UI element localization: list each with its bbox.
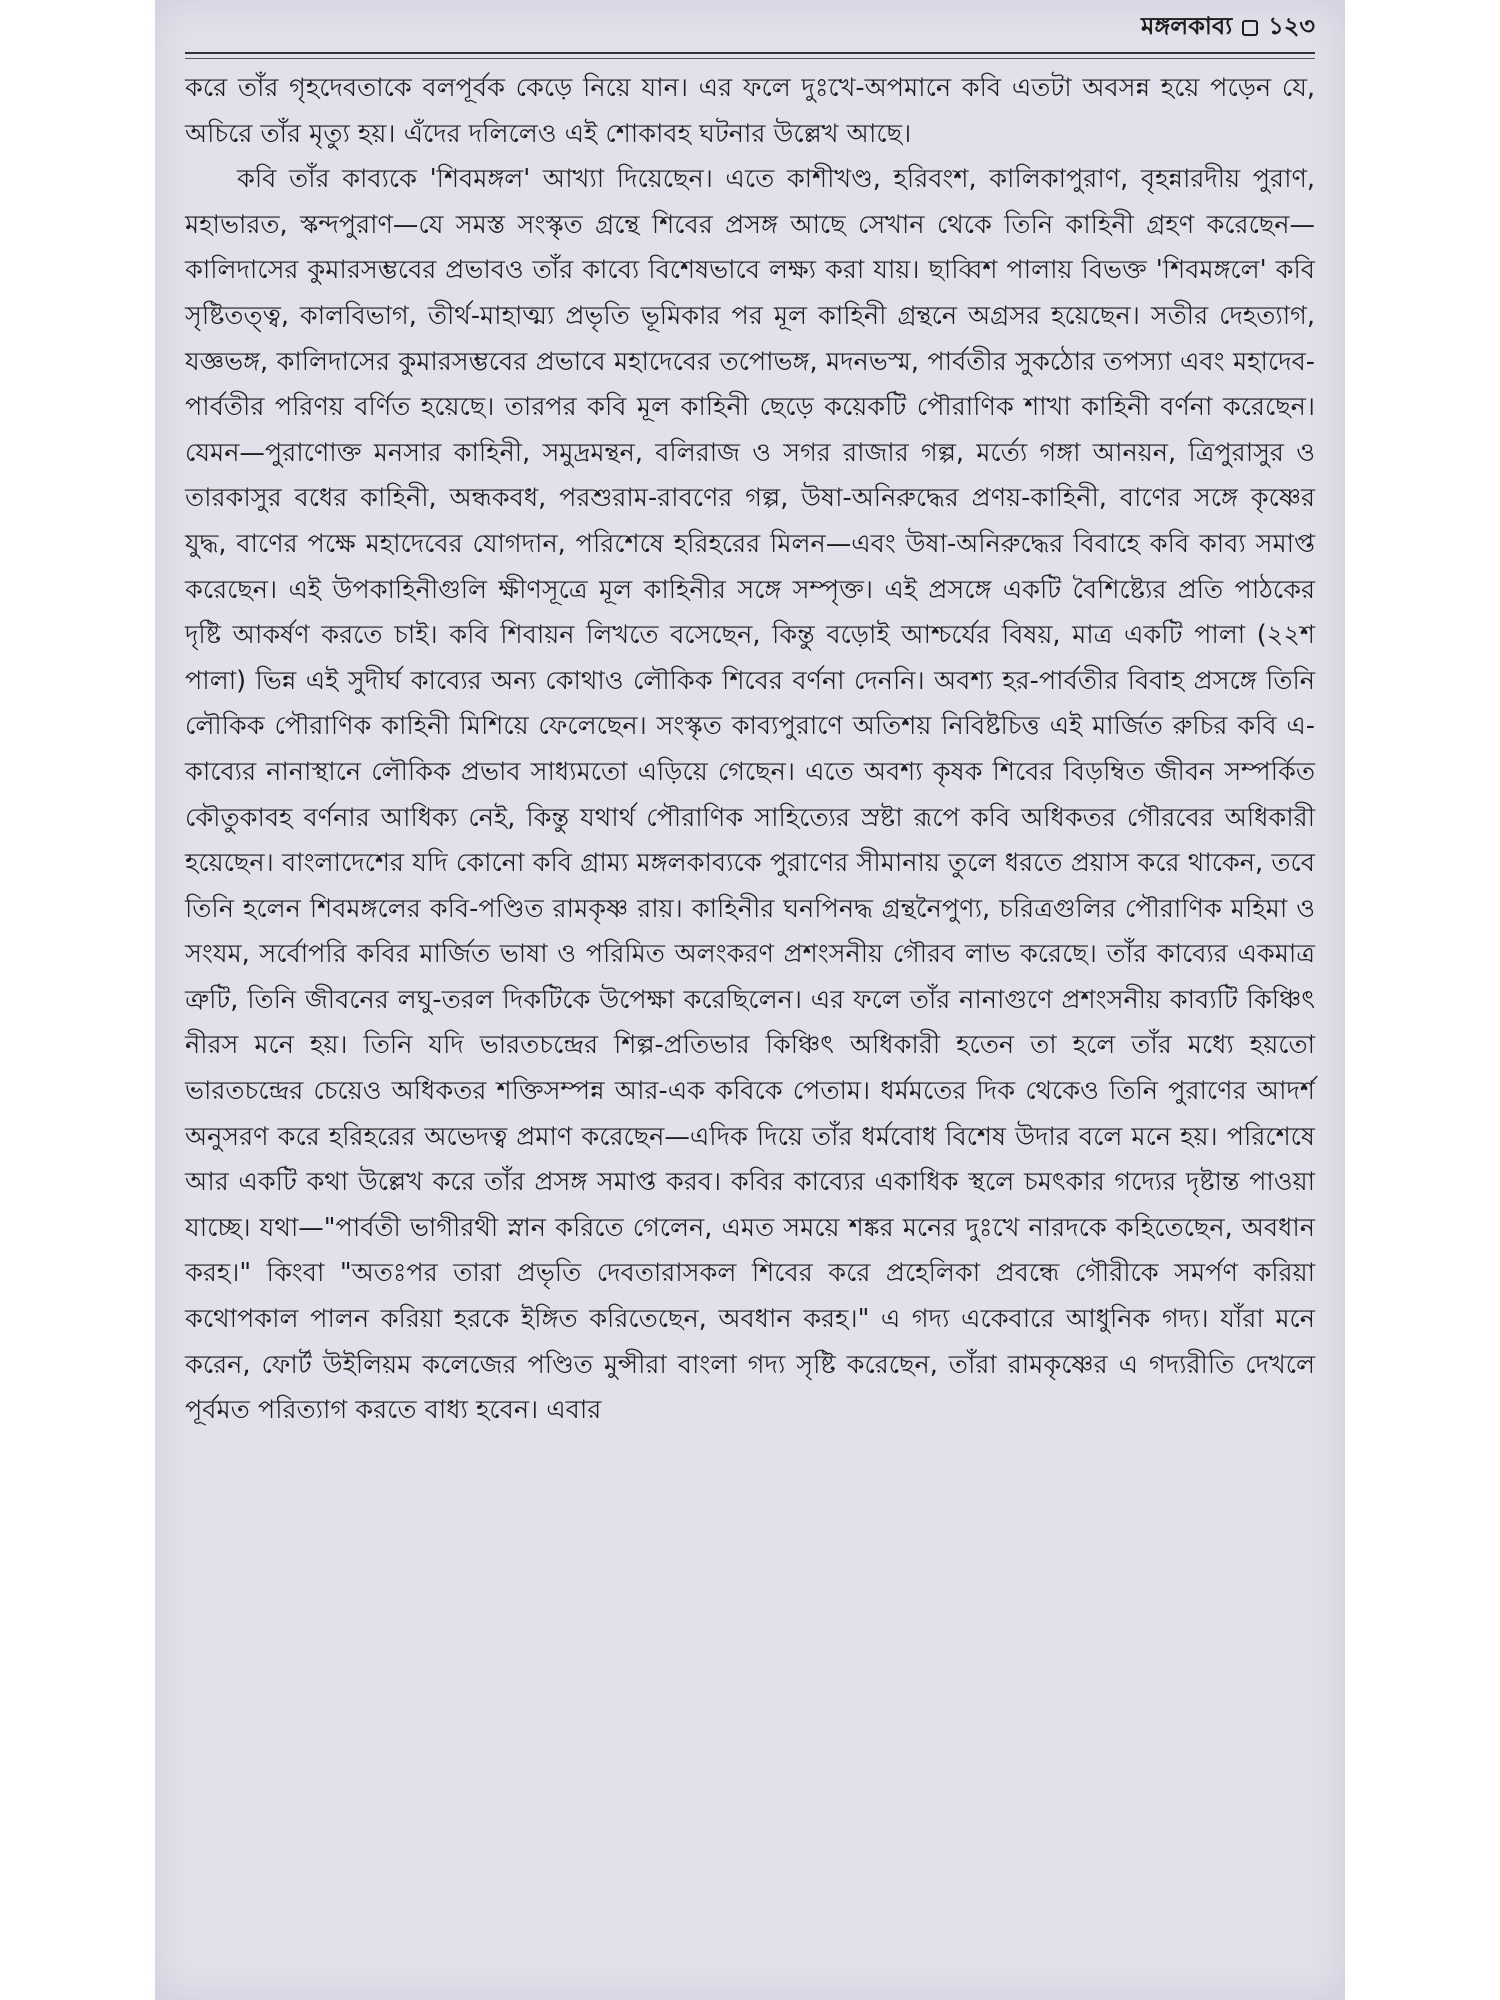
- paragraph-2: কবি তাঁর কাব্যকে 'শিবমঙ্গল' আখ্যা দিয়েছেন। এতে কাশীখণ্ড, হরিবংশ, কালিকাপুরাণ, বৃহন্নারদীয় পুরাণ, মহাভারত, স্কন্দপুরাণ—যে সমস্ত সংস্কৃত গ্রন্থে শিবের প্রসঙ্গ আছে সেখান থেকে তিনি কাহিনী গ্রহণ করেছেন—কালিদাসের কুমারসম্ভবের প্রভাবও তাঁর কাব্যে বিশেষভাবে লক্ষ্য করা যায়। ছাব্বিশ পালায় বিভক্ত 'শিবমঙ্গলে' কবি সৃষ্টিতত্ত্ব, কালবিভাগ, তীর্থ-মাহাত্ম্য প্রভৃতি ভূমিকার পর মূল কাহিনী গ্রন্থনে অগ্রসর হয়েছেন। সতীর দেহত্যাগ, যজ্ঞভঙ্গ, কালিদাসের কুমারসম্ভবের প্রভাবে মহাদেবের তপোভঙ্গ, মদনভস্ম, পার্বতীর সুকঠোর তপস্যা এবং মহাদেব-পার্বতীর পরিণয় বর্ণিত হয়েছে। তারপর কবি মূল কাহিনী ছেড়ে কয়েকটি পৌরাণিক শাখা কাহিনী বর্ণনা করেছেন। যেমন—পুরাণোক্ত মনসার কাহিনী, সমুদ্রমন্থন, বলিরাজ ও সগর রাজার গল্প, মর্ত্যে গঙ্গা আনয়ন, ত্রিপুরাসুর ও তারকাসুর বধের কাহিনী, অন্ধকবধ, পরশুরাম-রাবণের গল্প, উষা-অনিরুদ্ধের প্রণয়-কাহিনী, বাণের সঙ্গে কৃষ্ণের যুদ্ধ, বাণের পক্ষে মহাদেবের যোগদান, পরিশেষে হরিহরের মিলন—এবং উষা-অনিরুদ্ধের বিবাহে কবি কাব্য সমাপ্ত করেছেন। এই উপকাহিনীগুলি ক্ষীণসূত্রে মূল কাহিনীর সঙ্গে সম্পৃক্ত। এই প্রসঙ্গে একটি বৈশিষ্ট্যের প্রতি পাঠকের দৃষ্টি আকর্ষণ করতে চাই। কবি শিবায়ন লিখতে বসেছেন, কিন্তু বড়োই আশ্চর্যের বিষয়, মাত্র একটি পালা (২২শ পালা) ভিন্ন এই সুদীর্ঘ কাব্যের অন্য কোথাও লৌকিক শিবের বর্ণনা দেননি। অবশ্য হর-পার্বতীর বিবাহ প্রসঙ্গে তিনি লৌকিক পৌরাণিক কাহিনী মিশিয়ে ফেলেছেন। সংস্কৃত কাব্যপুরাণে অতিশয় নিবিষ্টচিত্ত এই মার্জিত রুচির কবি এ-কাব্যের নানাস্থানে লৌকিক প্রভাব সাধ্যমতো এড়িয়ে গেছেন। এতে অবশ্য কৃষক শিবের বিড়ম্বিত জীবন সম্পর্কিত কৌতুকাবহ বর্ণনার আধিক্য নেই, কিন্তু যথার্থ পৌরাণিক সাহিত্যের স্রষ্টা রূপে কবি অধিকতর গৌরবের অধিকারী হয়েছেন। বাংলাদেশের যদি কোনো কবি গ্রাম্য মঙ্গলকাব্যকে পুরাণের সীমানায় তুলে ধরতে প্রয়াস করে থাকেন, তবে তিনি হলেন শিবমঙ্গলের কবি-পণ্ডিত রামকৃষ্ণ রায়। কাহিনীর ঘনপিনদ্ধ গ্রন্থনৈপুণ্য, চরিত্রগুলির পৌরাণিক মহিমা ও সংযম, সর্বোপরি কবির মার্জিত ভাষা ও পরিমিত অলংকরণ প্রশংসনীয় গৌরব লাভ করেছে। তাঁর কাব্যের একমাত্র ত্রুটি, তিনি জীবনের লঘু-তরল দিকটিকে উপেক্ষা করেছিলেন। এর ফলে তাঁর নানাগুণে প্রশংসনীয় কাব্যটি কিঞ্চিৎ নীরস মনে হয়। তিনি যদি ভারতচন্দ্রের শিল্প-প্রতিভার কিঞ্চিৎ অধিকারী হতেন তা হলে তাঁর মধ্যে হয়তো ভারতচন্দ্রের চেয়েও অধিকতর শক্তিসম্পন্ন আর-এক কবিকে পেতাম। ধর্মমতের দিক থেকেও তিনি পুরাণের আদর্শ অনুসরণ করে হরিহরের অভেদত্ব প্রমাণ করেছেন—এদিক দিয়ে তাঁর ধর্মবোধ বিশেষ উদার বলে মনে হয়। পরিশেষে আর একটি কথা উল্লেখ করে তাঁর প্রসঙ্গ সমাপ্ত করব। কবির কাব্যের একাধিক স্থলে চমৎকার গদ্যের দৃষ্টান্ত পাওয়া যাচ্ছে। যথা—"পার্বতী ভাগীরথী স্নান করিতে গেলেন, এমত সময়ে শঙ্কর মনের দুঃখে নারদকে কহিতেছেন, অবধান করহ।" কিংবা "অতঃপর তারা প্রভৃতি দেবতারাসকল শিবের করে প্রহেলিকা প্রবন্ধে গৌরীকে সমর্পণ করিয়া কথোপকাল পালন করিয়া হরকে ইঙ্গিত করিতেছেন, অবধান করহ।" এ গদ্য একেবারে আধুনিক গদ্য। যাঁরা মনে করেন, ফোর্ট উইলিয়ম কলেজের পণ্ডিত মুন্সীরা বাংলা গদ্য সৃষ্টি করেছেন, তাঁরা রামকৃষ্ণের এ গদ্যরীতি দেখলে পূর্বমত পরিত্যাগ করতে বাধ্য হবেন। এবার: [185, 164, 1315, 1426]
- running-head: [1141, 8, 1315, 48]
- page-header: [185, 14, 1315, 54]
- page-number: ১২৩: [1268, 12, 1315, 40]
- body-text: [185, 66, 1315, 1434]
- paragraph-1: করে তাঁর গৃহদেবতাকে বলপূর্বক কেড়ে নিয়ে যান। এর ফলে দুঃখে-অপমানে কবি এতটা অবসন্ন হয়ে পড়েন যে, অচিরে তাঁর মৃত্যু হয়। এঁদের দলিলেও এই শোকাবহ ঘটনার উল্লেখ আছে।: [185, 73, 1315, 149]
- square-box-icon: [1242, 20, 1258, 36]
- running-title: মঙ্গলকাব্য: [1141, 12, 1233, 40]
- header-rule: [185, 58, 1315, 59]
- scanned-page: [155, 0, 1345, 2000]
